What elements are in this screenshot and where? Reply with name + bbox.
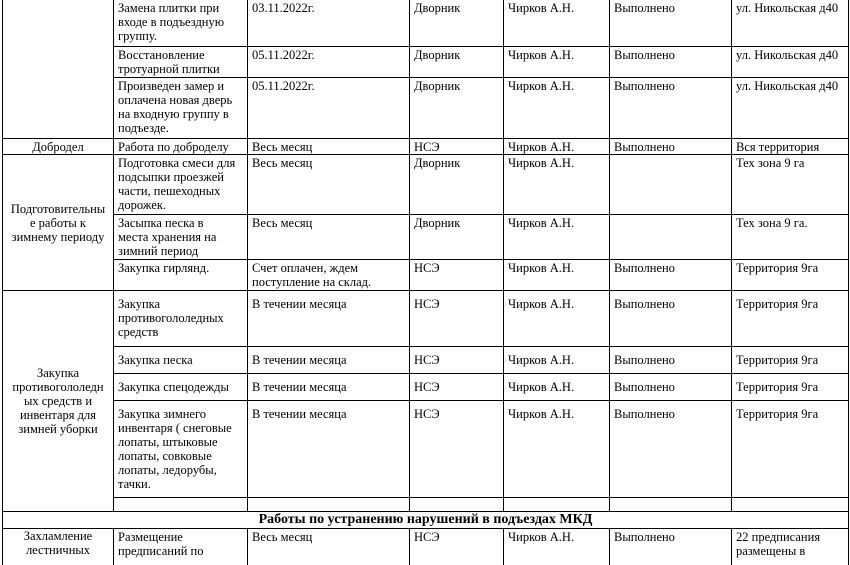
table-row xyxy=(3,215,849,260)
executor-cell: НСЭ xyxy=(410,401,504,498)
work-cell: Подготовка смеси для подсыпки проезжей части, пешеходных дорожек. xyxy=(114,155,248,215)
status-cell: Выполнено xyxy=(610,291,732,347)
responsible-cell: Чирков А.Н. xyxy=(504,78,610,139)
work-cell: Произведен замер и оплачена новая дверь на входную группу в подъезде. xyxy=(114,78,248,139)
date-cell: 05.11.2022г. xyxy=(248,78,410,139)
empty-cell xyxy=(248,498,410,512)
executor-cell: НСЭ xyxy=(410,139,504,155)
location-cell: Тех зона 9 га. xyxy=(732,215,849,260)
status-cell xyxy=(610,155,732,215)
executor-cell: НСЭ xyxy=(410,347,504,374)
date-cell: В течении месяца xyxy=(248,401,410,498)
work-cell: Закупка гирлянд. xyxy=(114,260,248,291)
work-cell: Закупка противогололедных средств xyxy=(114,291,248,347)
work-cell: Размещение предписаний по xyxy=(114,529,248,565)
responsible-cell: Чирков А.Н. xyxy=(504,401,610,498)
table-row xyxy=(3,260,849,291)
status-cell: Выполнено xyxy=(610,347,732,374)
category-cell-empty xyxy=(3,0,114,139)
table-row xyxy=(3,155,849,215)
status-cell xyxy=(610,215,732,260)
date-cell: 03.11.2022г. xyxy=(248,0,410,47)
location-cell: Территория 9га xyxy=(732,374,849,401)
work-report-table xyxy=(2,0,849,565)
executor-cell: НСЭ xyxy=(410,374,504,401)
work-cell: Засыпка песка в места хранения на зимний период xyxy=(114,215,248,260)
status-cell: Выполнено xyxy=(610,139,732,155)
responsible-cell: Чирков А.Н. xyxy=(504,291,610,347)
responsible-cell: Чирков А.Н. xyxy=(504,47,610,78)
table-row xyxy=(3,529,849,565)
responsible-cell: Чирков А.Н. xyxy=(504,0,610,47)
executor-cell: Дворник xyxy=(410,215,504,260)
status-cell: Выполнено xyxy=(610,529,732,565)
empty-cell xyxy=(114,498,248,512)
date-cell: Весь месяц xyxy=(248,215,410,260)
responsible-cell: Чирков А.Н. xyxy=(504,347,610,374)
location-cell: ул. Никольская д40 xyxy=(732,78,849,139)
table-row xyxy=(3,498,849,512)
table-row xyxy=(3,347,849,374)
responsible-cell: Чирков А.Н. xyxy=(504,260,610,291)
responsible-cell: Чирков А.Н. xyxy=(504,374,610,401)
table-row xyxy=(3,139,849,155)
empty-cell xyxy=(732,498,849,512)
table-row xyxy=(3,401,849,498)
status-cell: Выполнено xyxy=(610,260,732,291)
location-cell: Территория 9га xyxy=(732,291,849,347)
date-cell: Счет оплачен, ждем поступление на склад. xyxy=(248,260,410,291)
table-row xyxy=(3,0,849,47)
work-cell: Работа по доброделу xyxy=(114,139,248,155)
status-cell: Выполнено xyxy=(610,401,732,498)
date-cell: Весь месяц xyxy=(248,139,410,155)
status-cell: Выполнено xyxy=(610,374,732,401)
location-cell: Тех зона 9 га xyxy=(732,155,849,215)
location-cell: Территория 9га xyxy=(732,401,849,498)
empty-cell xyxy=(610,498,732,512)
executor-cell: Дворник xyxy=(410,47,504,78)
responsible-cell: Чирков А.Н. xyxy=(504,155,610,215)
table-row xyxy=(3,78,849,139)
location-cell: 22 предписания размещены в xyxy=(732,529,849,565)
table-row xyxy=(3,291,849,347)
date-cell: В течении месяца xyxy=(248,374,410,401)
date-cell: В течении месяца xyxy=(248,291,410,347)
executor-cell: НСЭ xyxy=(410,529,504,565)
status-cell: Выполнено xyxy=(610,47,732,78)
status-cell: Выполнено xyxy=(610,0,732,47)
executor-cell: НСЭ xyxy=(410,260,504,291)
work-cell: Восстановление тротуарной плитки xyxy=(114,47,248,78)
responsible-cell: Чирков А.Н. xyxy=(504,215,610,260)
category-cell: Подготовительны е работы к зимнему периоду xyxy=(3,155,114,291)
category-cell: Добродел xyxy=(3,139,114,155)
location-cell: ул. Никольская д40 xyxy=(732,0,849,47)
table-row xyxy=(3,47,849,78)
category-cell: Захламление лестничных xyxy=(3,529,114,565)
responsible-cell: Чирков А.Н. xyxy=(504,529,610,565)
executor-cell: Дворник xyxy=(410,78,504,139)
work-cell: Замена плитки при входе в подъездную группу. xyxy=(114,0,248,47)
location-cell: Вся территория xyxy=(732,139,849,155)
work-cell: Закупка песка xyxy=(114,347,248,374)
location-cell: ул. Никольская д40 xyxy=(732,47,849,78)
work-cell: Закупка зимнего инвентаря ( снеговые лопаты, штыковые лопаты, совковые лопаты, ледорубы, тачки. xyxy=(114,401,248,498)
executor-cell: Дворник xyxy=(410,0,504,47)
executor-cell: НСЭ xyxy=(410,291,504,347)
date-cell: Весь месяц xyxy=(248,529,410,565)
executor-cell: Дворник xyxy=(410,155,504,215)
date-cell: 05.11.2022г. xyxy=(248,47,410,78)
responsible-cell: Чирков А.Н. xyxy=(504,139,610,155)
date-cell: Весь месяц xyxy=(248,155,410,215)
work-cell: Закупка спецодежды xyxy=(114,374,248,401)
category-cell: Закупка противогололедн ых средств и инвентаря для зимней уборки xyxy=(3,291,114,512)
status-cell: Выполнено xyxy=(610,78,732,139)
empty-cell xyxy=(410,498,504,512)
section-header-row xyxy=(3,512,849,529)
table-row xyxy=(3,374,849,401)
empty-cell xyxy=(504,498,610,512)
location-cell: Территория 9га xyxy=(732,260,849,291)
section-title: Работы по устранению нарушений в подъездах МКД xyxy=(3,512,849,529)
location-cell: Территория 9га xyxy=(732,347,849,374)
date-cell: В течении месяца xyxy=(248,347,410,374)
